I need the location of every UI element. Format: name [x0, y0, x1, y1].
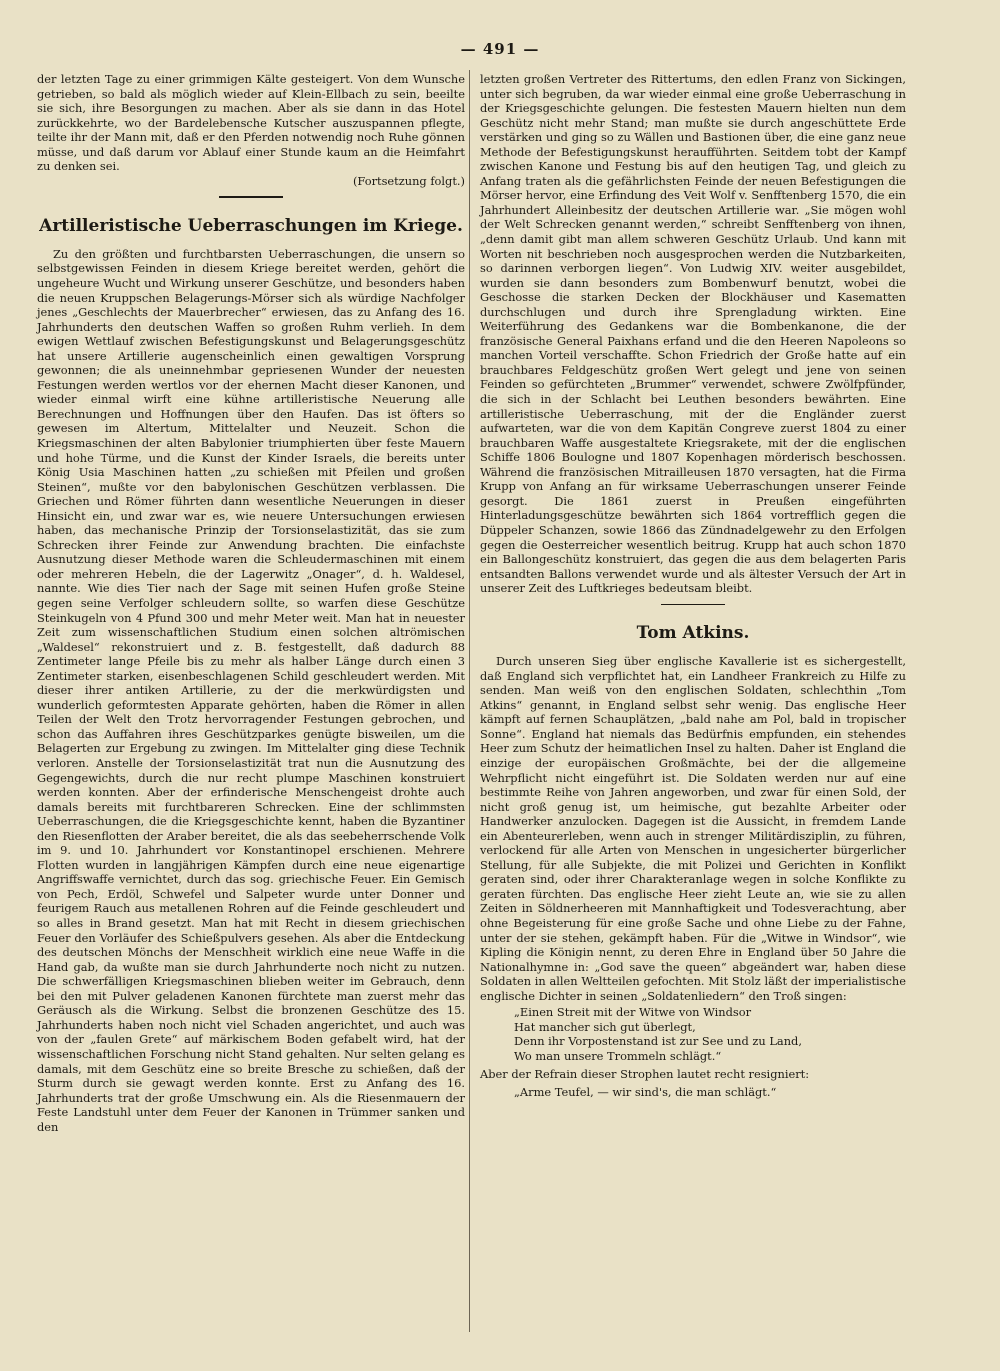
page-number: — 491 — [460, 40, 540, 58]
poem-refrain: „Arme Teufel, — wir sind's, die man schlägt.“ [514, 1085, 777, 1100]
previous-story-ending: der letzten Tage zu einer grimmigen Kälte gesteigert. Von dem Wunsche getrieben, so bald als möglich wieder auf Klein-Ellbach zu sein, beeilte sie sich, ihre Besorgungen zu machen. Aber als sie dann in das Hotel zurückkehrte, wo der Bardelebensche Kutscher auszuspannen pflegte, teilte ihr der Mann mit, daß er den Pferden notwendig noch Ruhe gönnen müsse, und daß darum vor Ablauf einer Stunde kaum an die Heimfahrt zu denken sei. [37, 72, 465, 174]
section-divider [661, 604, 725, 606]
article-body-tom-atkins: Durch unseren Sieg über englische Kavallerie ist es sichergestellt, daß England sich verpflichtet hat, ein Landheer Frankreich zu Hilfe zu senden. Man weiß von den englischen Soldaten, schlechthin „Tom Atkins“ genannt, in England selbst sehr wenig. Das englische Heer kämpft auf fernen Schauplätzen, „bald nahe am Pol, bald in tropischer Sonne“. England hat niemals das Bedürfnis empfunden, ein stehendes Heer zum Schutz der heimatlichen Insel zu halten. Daher ist England die einzige der europäischen Großmächte, bei der die allgemeine Wehrpflicht nicht eingeführt ist. Die Soldaten werden nur auf eine bestimmte Reihe von Jahren angeworben, und zwar für einen Sold, der nicht groß genug ist, um heimische, gut bezahlte Arbeiter oder Handwerker anzulocken. Dagegen ist die Aussicht, in fremdem Lande ein Abenteurerleben, wenn auch in strenger Militärdisziplin, zu führen, verlockend für alle Arten von Menschen in ungesicherter bürgerlicher Stellung, für alle Subjekte, die mit Polizei und Gerichten in Konflikt geraten sind, oder ihrer Charakteranlage wegen in solche Konflikte zu geraten fürchten. Das englische Heer zieht Leute an, wie sie zu allen Zeiten in Söldnerheeren mit Mannhaftigkeit und Todesverachtung, aber ohne Begeisterung für eine große Sache und ohne Liebe zu der Fahne, unter der sie stehen, gekämpft haben. Für die „Witwe in Windsor“, wie Kipling die Königin nennt, zu deren Ehre in England über 50 Jahre die Nationalhymne in: „God save the queen“ abgeändert war, haben diese Soldaten in allen Weltteilen gefochten. Mit Stolz läßt der imperialistische englische Dichter in seinen „Soldatenliedern“ den Troß singen: [480, 654, 906, 1003]
poem-line: Denn ihr Vorpostenstand ist zur See und zu Land, [514, 1034, 802, 1049]
poem-line: „Einen Streit mit der Witwe von Windsor [514, 1005, 752, 1020]
right-column [480, 72, 906, 1100]
article-title-tom-atkins: Tom Atkins. [636, 623, 750, 644]
refrain-intro: Aber der Refrain dieser Strophen lautet recht resigniert: [480, 1066, 810, 1081]
continued-note-line [37, 174, 465, 189]
continued-note: (Fortsetzung folgt.) [352, 173, 465, 188]
column-divider [469, 70, 470, 1332]
article-body-artillery-continued: letzten großen Vertreter des Rittertums, den edlen Franz von Sickingen, unter sich begruben, da war wieder einmal eine große Ueberraschung in der Kriegsgeschichte gelungen. Die festesten Mauern hielten nun dem Geschütz nicht mehr Stand; man mußte sie durch angeschüttete Erde verstärken und ging so zu Wällen und Bastionen über, die eine ganz neue Methode der Befestigungskunst heraufführten. Seitdem tobt der Kampf zwischen Kanone und Festung bis auf den heutigen Tag, und gleich zu Anfang traten als die gefährlichsten Feinde der neuen Befestigungen die Mörser hervor, eine Erfindung des Veit Wolf v. Senfftenberg 1570, die ein Jahrhundert Alleinbesitz der deutschen Artillerie war. „Sie mögen wohl der Welt Schrecken genannt werden,“ schreibt Senfftenberg von ihnen, „denn damit gibt man allem schweren Geschütz Urlaub. Und kann mit Worten nit beschrieben noch ausgesprochen werden die Nutzbarkeiten, so darinnen verborgen liegen“. Von Ludwig XIV. weiter ausgebildet, wurden sie dann besonders zum Bombenwurf benutzt, wobei die Geschosse die starken Decken der Blockhäuser und Kasematten durchschlugen und durch ihre Sprengladung wirkten. Eine Weiterführung des Gedankens war die Bombenkanone, die der französische General Paixhans erfand und die den Heeren Napoleons so manchen Vorteil verschaffte. Schon Friedrich der Große hatte auf ein brauchbares Feldgeschütz großen Wert gelegt und jene von seinen Feinden so gefürchteten „Brummer“ verwendet, schwere Zwölfpfünder, die sich in der Schlacht bei Leuthen besonders bewährten. Eine artilleristische Ueberraschung, mit der die Engländer zuerst aufwarteten, war die von dem Kapitän Congreve zuerst 1804 zu einer brauchbaren Waffe ausgestaltete Kriegsrakete, mit der die englischen Schiffe 1806 Boulogne und 1807 Kopenhagen mörderisch beschossen. Während die französischen Mitrailleusen 1870 versagten, hat die Firma Krupp von Anfang an für wirksame Ueberraschungen unserer Feinde gesorgt. Die 1861 zuerst in Preußen eingeführten Hinterladungsgeschütze bewährten sich 1864 vortrefflich gegen die Düppeler Schanzen, sowie 1866 das Zündnadelgewehr zu den Erfolgen gegen die Oesterreicher wesentlich beitrug. Krupp hat auch schon 1870 ein Ballongeschütz konstruiert, das gegen die aus dem belagerten Paris entsandten Ballons verwendet wurde und als ältester Versuch der Art in unserer Zeit des Luftkrieges bedeutsam bleibt. [480, 72, 906, 596]
poem-line: Wo man unsere Trommeln schlägt.“ [514, 1048, 722, 1063]
left-column [37, 72, 465, 1134]
article-title-artillery: Artilleristische Ueberraschungen im Kriege. [39, 215, 463, 236]
poem-line: Hat mancher sich gut überlegt, [514, 1019, 696, 1034]
article-body-artillery: Zu den größten und furchtbarsten Ueberraschungen, die unsern so selbstgewissen Feinden in diesem Kriege bereitet werden, gehört die ungeheure Wucht und Wirkung unserer Geschütze, und besonders haben die neuen Kruppschen Belagerungs-Mörser sich als würdige Nachfolger jenes „Geschlechts der Mauerbrecher“ erwiesen, das zu Anfang des 16. Jahrhunderts den deutschen Waffen so großen Ruhm verlieh. In dem ewigen Wettlauf zwischen Befestigungskunst und Belagerungsgeschütz hat unsere Artillerie augenscheinlich einen gewaltigen Vorsprung gewonnen; die als uneinnehmbar gepriesenen Wunder der neuesten Festungen werden wertlos vor der ehernen Macht dieser Kanonen, und wieder einmal wirft eine kühne artilleristische Neuerung alle Berechnungen und Hoffnungen über den Haufen. Das ist öfters so gewesen im Altertum, Mittelalter und Neuzeit. Schon die Kriegsmaschinen der alten Babylonier triumphierten über feste Mauern und hohe Türme, und die Kunst der Kinder Israels, die bereits unter König Usia Maschinen hatten „zu schießen mit Pfeilen und großen Steinen“, mußte vor den babylonischen Geschützen verblassen. Die Griechen und Römer führten dann wesentliche Neuerungen in dieser Hinsicht ein, und zwar war es, wie neuere Untersuchungen erwiesen haben, das mechanische Prinzip der Torsionselastizität, das sie zum Schrecken ihrer Feinde zur Anwendung brachten. Die einfachste Ausnutzung dieser Methode waren die Schleudermaschinen mit einem oder mehreren Hebeln, die der Lagerwitz „Onager“, d. h. Waldesel, nannte. Wie dies Tier nach der Sage mit seinen Hufen große Steine gegen seine Verfolger schleudern sollte, so warfen diese Geschütze Steinkugeln von 4 Pfund 300 und mehr Meter weit. Man hat in neuester Zeit zum wissenschaftlichen Studium einen solchen altrömischen „Waldesel“ rekonstruiert und z. B. festgestellt, daß dadurch 88 Zentimeter lange Pfeile bis zu mehr als halber Länge durch einen 3 Zentimeter starken, eisenbeschlagenen Schild geschleudert werden. Mit dieser ihrer antiken Artillerie, zu der die merkwürdigsten und wunderlich geformtesten Apparate gehörten, haben die Römer in allen Teilen der Welt den Trotz hervorragender Festungen gebrochen, und schon das Auffahren ihres Geschützparkes genügte bisweilen, um die Belagerten zur Ergebung zu zwingen. Im Mittelalter ging diese Technik verloren. Anstelle der Torsionselastizität trat nun die Ausnutzung des Gegengewichts, durch die nur recht plumpe Maschinen konstruiert werden konnten. Aber der erfinderische Menschengeist drohte auch damals bereits mit furchtbareren Schrecken. Eine der schlimmsten Ueberraschungen, die die Kriegsgeschichte kennt, haben die Byzantiner den Riesenflotten der Araber bereitet, die als das seebeherrschende Volk im 9. und 10. Jahrhundert vor Konstantinopel erschienen. Mehrere Flotten wurden in langjährigen Kämpfen durch eine neue eigenartige Angriffswaffe vernichtet, durch das sog. griechische Feuer. Ein Gemisch von Pech, Erdöl, Schwefel und Salpeter wurde unter Donner und feurigem Rauch aus metallenen Rohren auf die Feinde geschleudert und so alles in Brand gesetzt. Man hat mit Recht in diesem griechischen Feuer den Vorläufer des Schießpulvers gesehen. Als aber die Entdeckung des deutschen Mönchs der Menschheit wirklich eine neue Waffe in die Hand gab, da wußte man sie durch Jahrhunderte noch nicht zu nutzen. Die schwerfälligen Kriegsmaschinen blieben weiter im Gebrauch, denn bei den mit Pulver geladenen Kanonen fürchtete man zuerst mehr das Geräusch als die Wirkung. Selbst die bronzenen Geschütze des 15. Jahrhunderts haben noch nicht viel Schaden angerichtet, und auch was von der „faulen Grete“ auf märkischem Boden gefabelt wird, hat der wissenschaftlichen Forschung nicht Stand gehalten. Nur selten gelang es damals, mit dem Geschütz eine so breite Bresche zu schießen, daß der Sturm durch sie gewagt werden konnte. Erst zu Anfang des 16. Jahrhunderts trat der große Umschwung ein. Als die Riesenmauern der Feste Landstuhl unter dem Feuer der Kanonen in Trümmer sanken und den [37, 246, 465, 1134]
section-divider [219, 196, 283, 198]
poem-stanza [514, 1005, 906, 1063]
